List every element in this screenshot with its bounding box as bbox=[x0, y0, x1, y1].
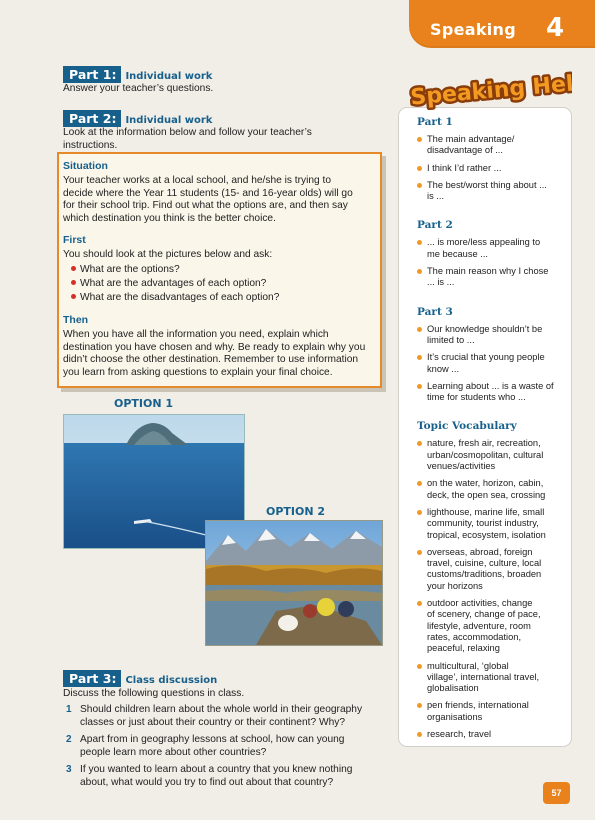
help-line: outdoor activities, change bbox=[427, 598, 533, 609]
help-line: overseas, abroad, foreign bbox=[427, 546, 533, 557]
bullet-text: What are the disadvantages of each option? bbox=[80, 291, 280, 303]
help-vocab-heading: Topic Vocabulary bbox=[417, 420, 517, 433]
bullet-dot-icon bbox=[417, 327, 422, 332]
then-line: you learn from asking questions to explain your final choice. bbox=[63, 366, 333, 378]
help-line: community, tourist industry, bbox=[427, 518, 539, 529]
help-part2-heading: Part 2 bbox=[417, 219, 453, 232]
help-line: multicultural, ‘global bbox=[427, 660, 509, 671]
bullet-dot-icon bbox=[417, 355, 422, 360]
part2-header bbox=[63, 110, 212, 128]
list-item bbox=[427, 352, 567, 375]
question-line: classes or just about their country or their continent? Why? bbox=[80, 716, 346, 728]
list-item bbox=[427, 661, 567, 695]
bullet-dot-icon bbox=[417, 601, 422, 606]
bullet-dot-icon bbox=[417, 550, 422, 555]
part3-subtitle: Class discussion bbox=[125, 675, 218, 686]
help-line: limited to ... bbox=[427, 334, 475, 345]
help-line: know ... bbox=[427, 363, 460, 374]
help-line: organisations bbox=[427, 711, 483, 722]
list-item bbox=[427, 381, 567, 404]
help-line: pen friends, international bbox=[427, 700, 529, 711]
situation-line: which destination you think is the better choice. bbox=[63, 212, 276, 224]
bullet-text: What are the advantages of each option? bbox=[80, 277, 267, 289]
help-line: The main reason why I chose bbox=[427, 266, 549, 277]
help-line: me because ... bbox=[427, 248, 488, 259]
list-item bbox=[71, 291, 377, 305]
bullet-dot-icon bbox=[417, 510, 422, 515]
part2-subtitle: Individual work bbox=[125, 115, 213, 126]
situation-heading: Situation bbox=[63, 160, 108, 172]
bullet-dot-icon bbox=[417, 269, 422, 274]
list-item bbox=[427, 266, 567, 289]
then-line: didn’t choose the other destination. Remember to use information bbox=[63, 354, 359, 366]
list-item bbox=[66, 734, 386, 759]
help-line: nature, fresh air, recreation, bbox=[427, 438, 541, 449]
list-item bbox=[427, 324, 567, 347]
help-line: lighthouse, marine life, small bbox=[427, 506, 545, 517]
situation-line: for their school trip. Find out what the options are, and then say bbox=[63, 200, 348, 212]
help-content bbox=[417, 116, 567, 740]
list-item bbox=[427, 729, 567, 740]
help-part3-list bbox=[417, 324, 567, 404]
bullet-dot-icon bbox=[417, 183, 422, 188]
bullet-dot-icon bbox=[417, 481, 422, 486]
bullet-dot-icon bbox=[71, 266, 76, 271]
bullet-dot-icon bbox=[417, 384, 422, 389]
then-line: When you have all the information you need, explain which bbox=[63, 328, 329, 340]
list-item bbox=[427, 700, 567, 723]
bullet-dot-icon bbox=[71, 294, 76, 299]
bullet-dot-icon bbox=[417, 732, 422, 737]
help-line: ... is more/less appealing to bbox=[427, 237, 541, 248]
part2-label: Part 2: bbox=[63, 110, 121, 127]
help-line: tropical, ecosystem, isolation bbox=[427, 529, 546, 540]
option1-label: OPTION 1 bbox=[114, 397, 174, 410]
bullet-dot-icon bbox=[71, 280, 76, 285]
question-number: 2 bbox=[66, 734, 72, 746]
part1-subtitle: Individual work bbox=[125, 71, 213, 82]
then-heading: Then bbox=[63, 313, 89, 326]
question-line: Apart from in geography lessons at school, how can young bbox=[80, 734, 345, 746]
help-line: of scenery, change of pace, bbox=[427, 609, 541, 620]
help-line: peaceful, relaxing bbox=[427, 643, 500, 654]
question-list bbox=[66, 704, 386, 790]
list-item bbox=[71, 263, 377, 277]
help-line: is ... bbox=[427, 191, 445, 202]
speaking-help-title: Speaking Help bbox=[409, 70, 572, 110]
help-line: village’, international travel, bbox=[427, 671, 540, 682]
help-line: Learning about ... is a waste of bbox=[427, 380, 554, 391]
list-item bbox=[427, 180, 567, 203]
list-item bbox=[427, 438, 567, 472]
part1-header bbox=[63, 66, 212, 84]
part1-instruction: Answer your teacher’s questions. bbox=[63, 83, 214, 94]
help-line: lifestyle, adventure, room bbox=[427, 620, 531, 631]
then-line: destination you have chosen and why. Be ready to explain why you bbox=[63, 341, 366, 353]
page-section-title: Speaking bbox=[430, 20, 516, 39]
part2-instruction-line: instructions. bbox=[63, 139, 118, 151]
bullet-text: What are the options? bbox=[80, 263, 180, 275]
first-bullet-list bbox=[71, 263, 377, 305]
help-line: ... is ... bbox=[427, 277, 455, 288]
question-line: people learn more about other countries? bbox=[80, 746, 267, 758]
help-line: time for students who ... bbox=[427, 392, 526, 403]
option2-label: OPTION 2 bbox=[266, 505, 326, 518]
list-item bbox=[427, 598, 567, 654]
list-item bbox=[427, 507, 567, 541]
list-item bbox=[427, 478, 567, 501]
help-line: research, travel bbox=[427, 728, 492, 739]
help-part1-list bbox=[417, 134, 567, 202]
bullet-dot-icon bbox=[417, 703, 422, 708]
question-number: 1 bbox=[66, 704, 72, 715]
help-line: The main advantage/ bbox=[427, 134, 515, 144]
list-item bbox=[66, 764, 386, 789]
list-item bbox=[427, 547, 567, 592]
help-line: globalisation bbox=[427, 683, 479, 694]
option2-photo-mountains bbox=[205, 520, 383, 646]
part3-label: Part 3: bbox=[63, 670, 121, 687]
speaking-help-title: Speaking Help bbox=[409, 70, 572, 110]
help-line: disadvantage of ... bbox=[427, 145, 503, 156]
unit-number: 4 bbox=[546, 13, 565, 43]
question-line: If you wanted to learn about a country that you knew nothing bbox=[80, 764, 353, 776]
question-line: Should children learn about the whole world in their geography bbox=[80, 704, 363, 715]
first-heading: First bbox=[63, 234, 86, 247]
question-number: 3 bbox=[66, 764, 72, 776]
bullet-dot-icon bbox=[417, 441, 422, 446]
bullet-dot-icon bbox=[417, 137, 422, 142]
part3-instruction: Discuss the following questions in class. bbox=[63, 688, 245, 699]
question-line: about, what would you try to find out about that country? bbox=[80, 776, 334, 788]
part3-header bbox=[63, 670, 217, 688]
situation-content bbox=[63, 160, 377, 379]
part2-instruction bbox=[63, 127, 312, 152]
help-line: your horizons bbox=[427, 580, 483, 591]
help-line: customs/traditions, broaden bbox=[427, 569, 542, 580]
situation-text bbox=[63, 175, 377, 225]
help-line: on the water, horizon, cabin, bbox=[427, 478, 544, 489]
situation-line: decide where the Year 11 students (15- and 16-year olds) will go bbox=[63, 187, 353, 199]
help-line: Our knowledge shouldn’t be bbox=[427, 323, 543, 334]
then-text bbox=[63, 329, 377, 379]
help-line: I think I’d rather ... bbox=[427, 162, 502, 173]
page-number: 57 bbox=[543, 782, 570, 804]
bullet-dot-icon bbox=[417, 166, 422, 171]
situation-line: Your teacher works at a local school, and he/she is trying to bbox=[63, 175, 332, 186]
list-item bbox=[71, 277, 377, 291]
part2-instruction-line: Look at the information below and follow your teacher’s bbox=[63, 127, 312, 138]
help-part2-list bbox=[417, 237, 567, 288]
bullet-dot-icon bbox=[417, 240, 422, 245]
help-part3-heading: Part 3 bbox=[417, 305, 453, 318]
help-line: venues/activities bbox=[427, 461, 496, 472]
list-item bbox=[66, 704, 386, 729]
question-text bbox=[80, 764, 352, 789]
speaking-help-title-logo bbox=[402, 66, 572, 110]
list-item bbox=[427, 163, 567, 174]
first-intro: You should look at the pictures below and ask: bbox=[63, 249, 273, 261]
help-line: urban/cosmopolitan, cultural bbox=[427, 449, 544, 460]
list-item bbox=[427, 134, 567, 157]
question-text bbox=[80, 734, 344, 759]
list-item bbox=[427, 237, 567, 260]
part1-label: Part 1: bbox=[63, 66, 121, 83]
help-part1-heading: Part 1 bbox=[417, 116, 453, 128]
bullet-dot-icon bbox=[417, 664, 422, 669]
help-line: deck, the open sea, crossing bbox=[427, 489, 546, 500]
help-line: It’s crucial that young people bbox=[427, 352, 545, 363]
help-line: The best/worst thing about ... bbox=[427, 179, 547, 190]
question-text bbox=[80, 704, 362, 729]
help-line: rates, accommodation, bbox=[427, 631, 522, 642]
help-line: travel, cuisine, culture, local bbox=[427, 558, 542, 569]
help-vocab-list bbox=[417, 438, 567, 740]
